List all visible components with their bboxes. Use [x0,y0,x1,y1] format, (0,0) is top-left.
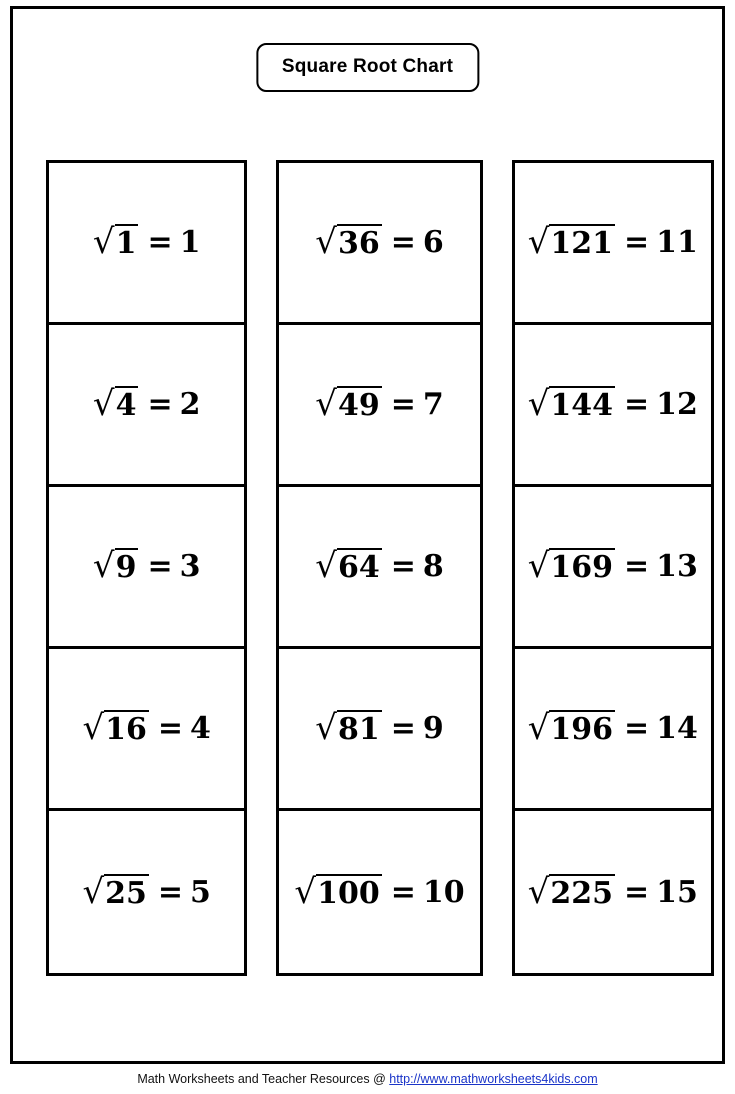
radicand-value: 36 [337,226,380,262]
equals-sign: = [624,549,650,585]
chart-cell [49,649,244,811]
title-box [256,43,479,92]
result-value: 10 [422,874,465,910]
equals-sign: = [624,387,650,423]
equals-sign: = [157,711,184,747]
square-root-expression [82,871,211,912]
result-value: 7 [422,387,444,423]
chart-cell [515,811,711,973]
square-root-expression [528,710,698,747]
radical-icon: √ [527,546,550,587]
chart-cell [515,325,711,487]
square-root-expression [527,871,698,912]
radicand-value: 100 [317,875,380,911]
equals-sign: = [147,549,173,585]
radical-group [93,548,139,585]
chart-column-1 [46,160,247,976]
radicand-value: 196 [550,712,614,748]
result-value: 5 [190,874,211,910]
radical-icon: √ [527,222,550,263]
radicand-value: 16 [105,712,147,748]
result-value: 4 [190,711,211,747]
footer-text: Math Worksheets and Teacher Resources @ [137,1072,390,1086]
result-value: 2 [179,387,201,423]
radicand-value: 121 [550,226,614,262]
radical-icon: √ [92,222,115,263]
result-value: 8 [422,549,444,585]
radicand-value: 9 [115,550,137,586]
square-root-expression [93,386,201,423]
radical-icon: √ [527,384,550,425]
chart-cell [49,811,244,973]
radicand-value: 64 [337,550,380,586]
footer [0,1072,735,1086]
radical-group [528,386,615,423]
radical-group [82,871,148,912]
equals-sign: = [390,549,416,585]
square-root-expression [315,548,443,585]
chart-cell [279,325,479,487]
square-root-expression [528,386,698,423]
radical-icon: √ [82,871,105,912]
result-value: 13 [656,549,698,585]
radical-icon: √ [315,384,337,425]
equals-sign: = [624,711,650,747]
chart-cell [49,487,244,649]
chart-cell [279,487,479,649]
equals-sign: = [390,711,416,747]
equals-sign: = [624,225,650,261]
square-root-expression [315,710,443,747]
radicand-value: 1 [115,226,137,262]
result-value: 1 [179,225,201,261]
result-value: 3 [179,549,201,585]
equals-sign: = [390,225,416,261]
radical-group [528,548,615,585]
chart-cell [515,649,711,811]
result-value: 6 [422,225,444,261]
radical-icon: √ [315,222,337,263]
square-root-expression [315,224,443,261]
radical-group [528,710,615,747]
equals-sign: = [147,225,173,261]
sheet-border [10,6,725,1064]
result-value: 14 [656,711,698,747]
radical-icon: √ [315,708,337,749]
radical-group [315,710,381,747]
chart-cell [279,649,479,811]
equals-sign: = [390,387,416,423]
radicand-value: 81 [337,712,380,748]
radical-group [93,386,139,423]
radical-group [527,871,615,912]
radical-group [315,548,381,585]
radical-group [82,710,148,747]
chart-cell [279,811,479,973]
radical-icon: √ [527,871,550,912]
radicand-value: 225 [550,875,614,911]
radical-icon: √ [92,546,115,587]
radical-group [315,224,381,261]
square-root-expression [294,871,465,912]
square-root-expression [93,224,201,261]
radical-group [93,224,139,261]
square-root-expression [82,710,210,747]
radical-icon: √ [82,708,105,749]
equals-sign: = [157,874,184,910]
square-root-expression [93,548,201,585]
radicand-value: 169 [550,550,614,586]
chart-cell [49,163,244,325]
chart-cell [49,325,244,487]
chart-cell [515,487,711,649]
chart-column-2 [276,160,482,976]
radical-group [528,224,615,261]
chart-columns [46,160,714,976]
radicand-value: 4 [115,388,137,424]
radical-icon: √ [92,384,115,425]
radicand-value: 49 [337,388,380,424]
radical-icon: √ [527,708,550,749]
result-value: 15 [656,874,698,910]
radical-icon: √ [315,546,337,587]
footer-link[interactable]: http://www.mathworksheets4kids.com [389,1072,598,1086]
chart-column-3 [512,160,714,976]
equals-sign: = [624,874,650,910]
radical-icon: √ [294,871,317,912]
square-root-expression [528,548,698,585]
chart-cell [279,163,479,325]
radicand-value: 25 [105,875,147,911]
chart-cell [515,163,711,325]
radical-group [315,386,381,423]
page-title: Square Root Chart [281,56,454,77]
result-value: 12 [656,387,698,423]
equals-sign: = [147,387,173,423]
square-root-expression [315,386,443,423]
result-value: 11 [656,225,698,261]
square-root-expression [528,224,698,261]
equals-sign: = [390,874,416,910]
radicand-value: 144 [550,388,614,424]
result-value: 9 [422,711,444,747]
radical-group [294,871,381,912]
